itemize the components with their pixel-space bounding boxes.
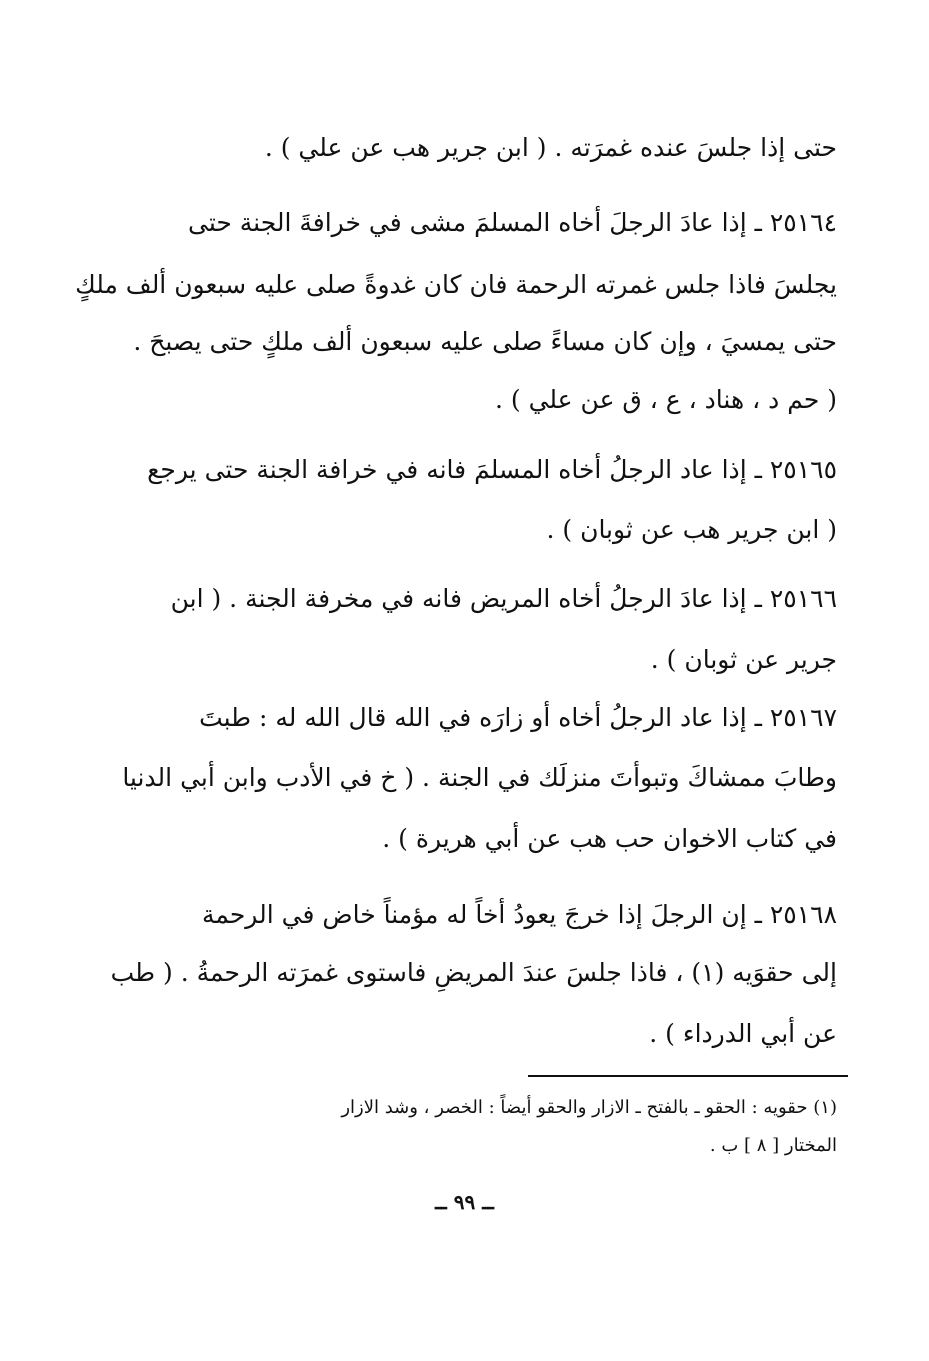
page-number: ــ ٩٩ ــ <box>435 1190 494 1214</box>
hadith-25167-line-3: في كتاب الاخوان حب هب عن أبي هريرة ) . <box>382 824 837 853</box>
hadith-25164-line-3: حتى يمسيَ ، وإن كان مساءً صلى عليه سبعون ألف ملكٍ حتى يصبحَ . <box>133 327 837 356</box>
hadith-25165-line-1: ٢٥١٦٥ ـ إذا عاد الرجلُ أخاه المسلمَ فانه في خرافة الجنة حتى يرجع <box>147 455 837 484</box>
footnote-line-1: (١) حقويه : الحقو ـ بالفتح ـ الازار والحقو أيضاً : الخصر ، وشد الازار <box>341 1097 837 1118</box>
hadith-25166-line-2: جرير عن ثوبان ) . <box>650 645 837 674</box>
footnote-line-2: المختار [ ٨ ] ب . <box>709 1135 837 1156</box>
text-line-1: حتى إذا جلسَ عنده غمرَته . ( ابن جرير هب عن علي ) . <box>264 133 837 162</box>
hadith-25164-source: ( حم د ، هناد ، ع ، ق عن علي ) . <box>494 385 837 414</box>
hadith-25164-line-2: يجلسَ فاذا جلس غمرته الرحمة فان كان غدوةً صلى عليه سبعون ألف ملكٍ <box>75 270 837 299</box>
footnote-separator <box>528 1075 848 1077</box>
hadith-25165-source: ( ابن جرير هب عن ثوبان ) . <box>546 515 837 544</box>
hadith-25168-line-2: إلى حقوَيه (١) ، فاذا جلسَ عندَ المريضِ فاستوى غمرَته الرحمةُ . ( طب <box>110 958 837 987</box>
hadith-25168-line-3: عن أبي الدرداء ) . <box>649 1019 837 1048</box>
hadith-25166-line-1: ٢٥١٦٦ ـ إذا عادَ الرجلُ أخاه المريض فانه في مخرفة الجنة . ( ابن <box>170 584 837 613</box>
hadith-25164-line-1: ٢٥١٦٤ ـ إذا عادَ الرجلَ أخاه المسلمَ مشى في خرافةَ الجنة حتى <box>187 208 837 237</box>
hadith-25167-line-2: وطابَ ممشاكَ وتبوأتَ منزلَك في الجنة . ( خ في الأدب وابن أبي الدنيا <box>122 763 837 792</box>
hadith-25167-line-1: ٢٥١٦٧ ـ إذا عاد الرجلُ أخاه أو زارَه في الله قال الله له : طبتَ <box>199 703 837 732</box>
hadith-25168-line-1: ٢٥١٦٨ ـ إن الرجلَ إذا خرجَ يعودُ أخاً له مؤمناً خاض في الرحمة <box>202 900 837 929</box>
